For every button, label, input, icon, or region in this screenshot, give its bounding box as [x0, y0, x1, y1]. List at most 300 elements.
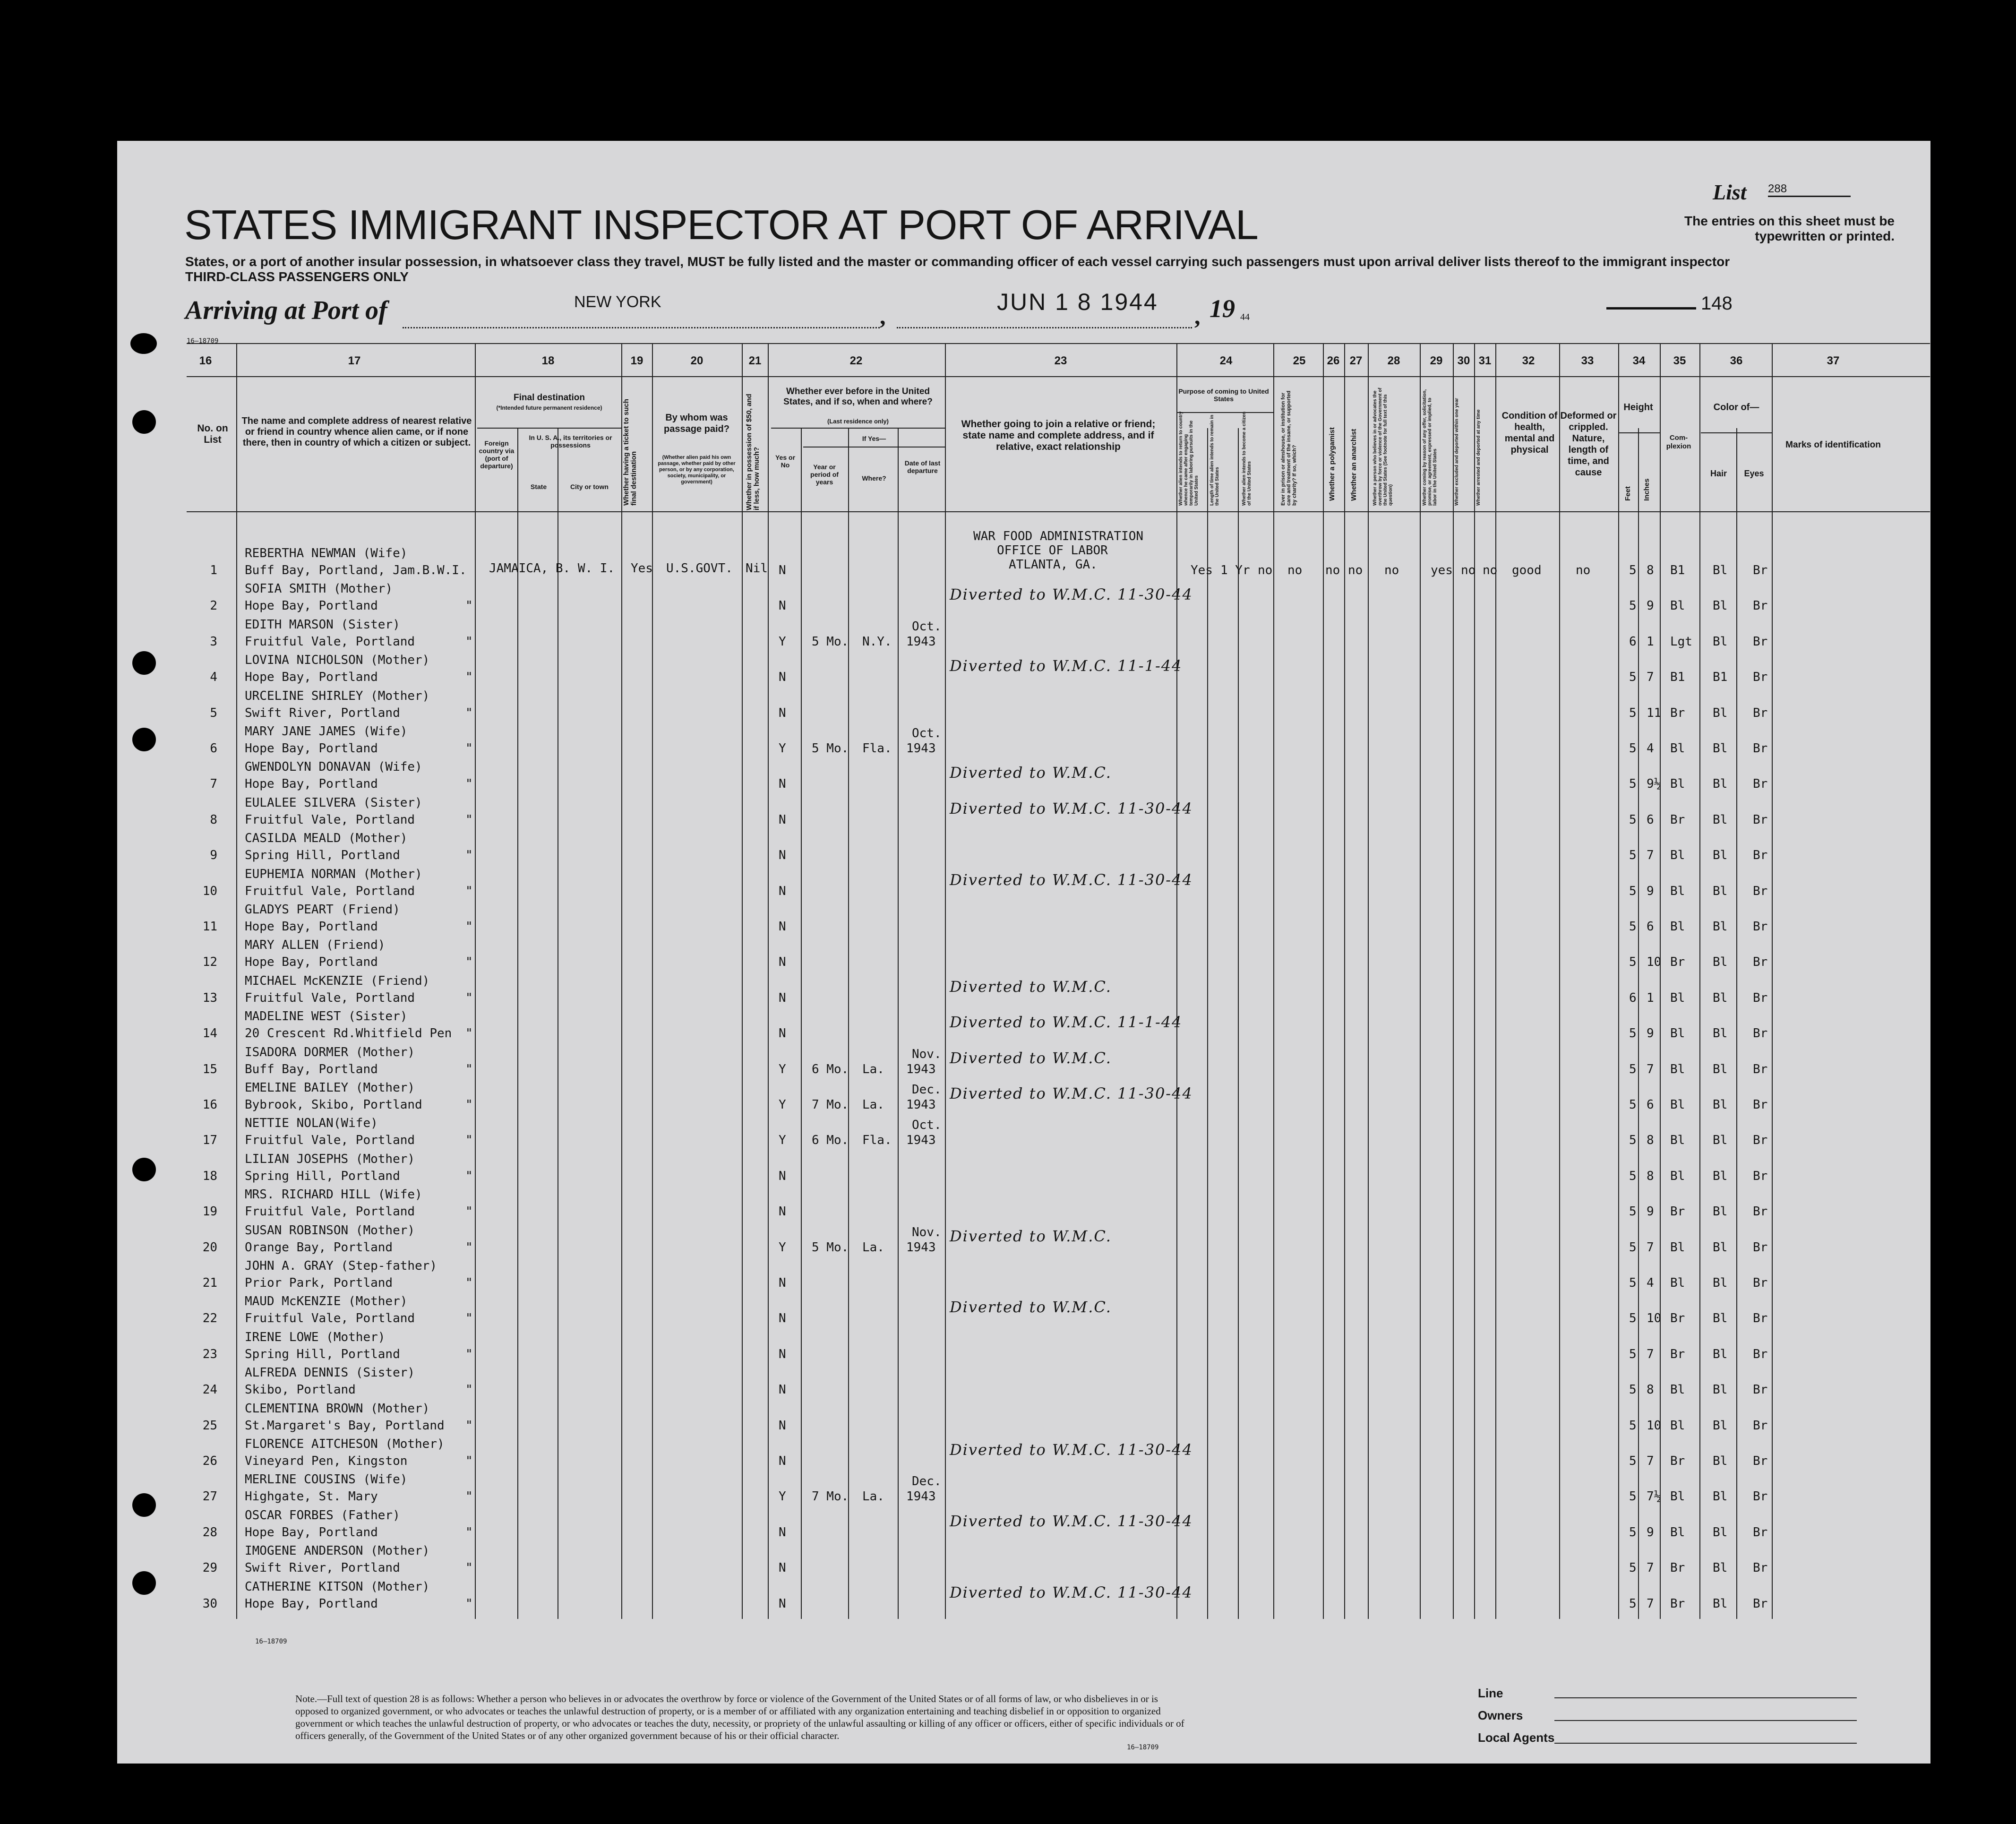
row-number: 9 — [210, 848, 217, 862]
row-number: 11 — [202, 920, 217, 934]
row-number: 14 — [202, 1026, 217, 1041]
eye-color: Br — [1753, 1276, 1768, 1290]
relative-address: Hope Bay, Portland — [245, 670, 378, 684]
eye-color: Br — [1753, 635, 1768, 649]
destination-ditto: " — [465, 1347, 473, 1361]
year-suffix: 44 — [1240, 312, 1250, 322]
before-where: La. — [862, 1240, 884, 1255]
relative-address: Hope Bay, Portland — [245, 1597, 378, 1611]
column-rule — [1368, 343, 1369, 1619]
punch-hole — [132, 1571, 156, 1595]
hair-color: Bl — [1713, 1561, 1728, 1575]
handwritten-annotation: Diverted to W.M.C. 11-30-44 — [950, 1084, 1193, 1102]
subcolumn-rule — [1638, 428, 1639, 1619]
relative-name: REBERTHA NEWMAN (Wife) — [245, 546, 408, 560]
column-rule — [742, 343, 743, 1619]
handwritten-annotation: Diverted to W.M.C. 11-30-44 — [950, 1441, 1193, 1459]
column-rule — [1474, 343, 1475, 1619]
relative-name: FLORENCE AITCHESON (Mother) — [245, 1437, 445, 1451]
relative-address: 20 Crescent Rd.Whitfield Pen — [245, 1026, 452, 1041]
height-feet: 5 — [1629, 1062, 1637, 1076]
destination-ditto: " — [465, 1525, 473, 1540]
subcolumn-rule — [848, 428, 849, 1619]
destination-ditto: " — [465, 1205, 473, 1219]
relative-name: CATHERINE KITSON (Mother) — [245, 1580, 430, 1594]
height-inches: 4 — [1647, 741, 1654, 756]
hair-color: Bl — [1713, 1240, 1728, 1255]
header-eyes: Eyes — [1744, 469, 1764, 478]
relative-name: CASILDA MEALD (Mother) — [245, 831, 408, 845]
arrival-date-stamp: JUN 1 8 1944 — [997, 289, 1158, 315]
relative-address: Spring Hill, Portland — [245, 1169, 400, 1183]
departure-year: 1943 — [906, 1062, 936, 1076]
departure-year: 1943 — [906, 1240, 936, 1255]
height-feet: 6 — [1629, 991, 1637, 1005]
punch-hole — [130, 333, 157, 354]
departure-year: 1943 — [906, 635, 936, 649]
eye-color: Br — [1753, 706, 1768, 720]
instructions-line: States, or a port of another insular possession, in whatsoever class they travel, MUST be fully listed and the master or commanding officer of each vessel carrying such passengers must upon arrival deliver lists thereof to the immigrant inspector — [185, 254, 1730, 269]
before-years: 7 Mo. — [812, 1489, 849, 1504]
complexion: Br — [1670, 706, 1685, 720]
column-rule — [1772, 343, 1773, 1619]
relative-address: Skibo, Portland — [245, 1383, 356, 1397]
row1-purpose-c: no — [1258, 563, 1273, 577]
row-number: 10 — [202, 884, 217, 898]
punch-hole — [132, 1493, 156, 1517]
eye-color: Br — [1753, 1597, 1768, 1611]
before-yes-no: N — [779, 1169, 786, 1183]
row1-q31: no — [1483, 563, 1498, 577]
column-number: 35 — [1673, 354, 1686, 367]
departure-month: Oct. — [912, 726, 942, 740]
hair-color: Bl — [1713, 1311, 1728, 1325]
comma: , — [880, 303, 886, 329]
destination-ditto: " — [465, 1026, 473, 1041]
row1-q30: no — [1461, 563, 1476, 577]
relative-name: EULALEE SILVERA (Sister) — [245, 796, 422, 810]
destination-ditto: " — [465, 884, 473, 898]
complexion: B1 — [1670, 563, 1685, 577]
hair-color: Bl — [1713, 1525, 1728, 1540]
height-feet: 5 — [1629, 706, 1637, 720]
before-where: La. — [862, 1489, 884, 1504]
handwritten-annotation: Diverted to W.M.C. — [950, 1049, 1112, 1067]
height-inches: 7 — [1647, 848, 1654, 862]
hair-color: Bl — [1713, 741, 1728, 756]
row-number: 16 — [202, 1098, 217, 1112]
before-years: 6 Mo. — [812, 1133, 849, 1147]
header-anarchist: Whether an anarchist — [1350, 429, 1358, 501]
hair-color: Bl — [1713, 884, 1728, 898]
row1-anarchist: no — [1348, 563, 1363, 577]
before-yes-no: N — [779, 1347, 786, 1361]
hair-color: Bl — [1713, 848, 1728, 862]
header-final-destination-sub: (*Intended future permanent residence) — [496, 404, 602, 411]
before-yes-no: N — [779, 1454, 786, 1468]
owners-label: Owners — [1478, 1708, 1523, 1722]
row1-health: good — [1512, 563, 1542, 577]
relative-address: Spring Hill, Portland — [245, 848, 400, 862]
before-where: N.Y. — [862, 635, 892, 649]
height-inches: 9 — [1647, 599, 1654, 613]
header-yes-no: Yes or No — [775, 454, 796, 469]
header-height: Height — [1623, 402, 1653, 413]
subcolumn-rule — [1207, 428, 1208, 1619]
relative-address: Orange Bay, Portland — [245, 1240, 393, 1255]
destination-ditto: " — [465, 777, 473, 791]
height-inches: 8 — [1647, 1169, 1654, 1183]
row1-join-2: OFFICE OF LABOR — [997, 543, 1108, 558]
departure-month: Nov. — [912, 1225, 942, 1239]
departure-month: Oct. — [912, 1118, 942, 1132]
relative-name: IMOGENE ANDERSON (Mother) — [245, 1544, 430, 1558]
hair-color: Bl — [1713, 1133, 1728, 1147]
relative-address: Highgate, St. Mary — [245, 1489, 378, 1504]
complexion: Br — [1670, 1311, 1685, 1325]
row-number: 13 — [202, 991, 217, 1005]
eye-color: Br — [1753, 1169, 1768, 1183]
eye-color: Br — [1753, 1026, 1768, 1041]
header-q29: Whether coming by reason of any offer, solicitation, promise, or agreement, expressed or implied, to labor in the United States — [1422, 389, 1438, 506]
hair-color: Bl — [1713, 1062, 1728, 1076]
eye-color: Br — [1753, 1311, 1768, 1325]
destination-ditto: " — [465, 1454, 473, 1468]
destination-ditto: " — [465, 670, 473, 684]
header-year-period: Year or period of years — [810, 463, 839, 486]
before-where: Fla. — [862, 741, 892, 756]
before-yes-no: N — [779, 920, 786, 934]
eye-color: Br — [1753, 599, 1768, 613]
complexion: Bl — [1670, 991, 1685, 1005]
height-feet: 6 — [1629, 635, 1637, 649]
row-number: 5 — [210, 706, 217, 720]
hair-color: Bl — [1713, 563, 1728, 577]
row-number: 3 — [210, 635, 217, 649]
complexion: Lgt — [1670, 635, 1692, 649]
page-number: 148 — [1701, 293, 1733, 314]
height-inches: 7 — [1647, 1347, 1654, 1361]
column-number: 36 — [1730, 354, 1743, 367]
eye-color: Br — [1753, 1240, 1768, 1255]
column-number: 32 — [1522, 354, 1535, 367]
header-complexion: Com- plexion — [1666, 434, 1691, 450]
height-feet: 5 — [1629, 1561, 1637, 1575]
handwritten-annotation: Diverted to W.M.C. 11-30-44 — [950, 1512, 1193, 1530]
height-feet: 5 — [1629, 848, 1637, 862]
eye-color: Br — [1753, 1383, 1768, 1397]
column-rule — [1420, 343, 1421, 1619]
complexion: Bl — [1670, 1383, 1685, 1397]
relative-name: MARY ALLEN (Friend) — [245, 938, 386, 952]
height-feet: 5 — [1629, 1133, 1637, 1147]
header-hair: Hair — [1710, 469, 1727, 478]
departure-month: Dec. — [912, 1474, 942, 1488]
relative-address: Hope Bay, Portland — [245, 955, 378, 969]
column-rule — [1699, 343, 1700, 1619]
column-rule — [1176, 343, 1177, 1619]
row-number: 15 — [202, 1062, 217, 1076]
before-where: La. — [862, 1062, 884, 1076]
before-sub-rule — [771, 428, 946, 429]
height-feet: 5 — [1629, 1169, 1637, 1183]
class-line: THIRD-CLASS PASSENGERS ONLY — [185, 269, 409, 284]
before-yes-no: N — [779, 1597, 786, 1611]
height-feet: 5 — [1629, 1597, 1637, 1611]
departure-year: 1943 — [906, 1098, 936, 1112]
height-feet: 5 — [1629, 1489, 1637, 1504]
row-number: 4 — [210, 670, 217, 684]
column-number: 16 — [199, 354, 212, 367]
complexion: Bl — [1670, 1276, 1685, 1290]
header-date-departure: Date of last departure — [904, 459, 941, 474]
destination-ditto: " — [465, 1311, 473, 1325]
height-feet: 5 — [1629, 777, 1637, 791]
relative-name: MAUD McKENZIE (Mother) — [245, 1294, 408, 1308]
column-rule — [1323, 343, 1324, 1619]
handwritten-annotation: Diverted to W.M.C. 11-30-44 — [950, 800, 1193, 817]
height-inches: 7 — [1647, 1561, 1654, 1575]
height-inches: 7 — [1647, 670, 1654, 684]
destination-ditto: " — [465, 920, 473, 934]
destination-ditto: " — [465, 1489, 473, 1504]
handwritten-annotation: Diverted to W.M.C. 11-1-44 — [950, 657, 1183, 675]
header-in-usa: In U. S. A., its territories or possessions — [529, 434, 612, 449]
relative-address: Hope Bay, Portland — [245, 1525, 378, 1540]
header-polygamist: Whether a polygamist — [1328, 427, 1336, 501]
complexion: Bl — [1670, 1525, 1685, 1540]
departure-year: 1943 — [906, 741, 936, 756]
before-years: 5 Mo. — [812, 741, 849, 756]
relative-name: URCELINE SHIRLEY (Mother) — [245, 689, 430, 703]
row1-purpose-a: Yes — [1191, 563, 1213, 577]
subcolumn-rule — [898, 428, 899, 1619]
departure-year: 1943 — [906, 1133, 936, 1147]
height-feet: 5 — [1629, 599, 1637, 613]
relative-address: Fruitful Vale, Portland — [245, 1311, 415, 1325]
hair-color: Bl — [1713, 1026, 1728, 1041]
hair-color: Bl — [1713, 599, 1728, 613]
before-where: Fla. — [862, 1133, 892, 1147]
destination-ditto: " — [465, 706, 473, 720]
relative-name: SOFIA SMITH (Mother) — [245, 582, 393, 596]
agents-label: Local Agents — [1478, 1730, 1555, 1745]
row-number: 7 — [210, 777, 217, 791]
before-yes-no: N — [779, 599, 786, 613]
header-no-on-list: No. on List — [197, 423, 228, 445]
list-label: List — [1713, 180, 1747, 204]
row-number: 22 — [202, 1311, 217, 1325]
height-inches: 8 — [1647, 563, 1654, 577]
before-yes-no: Y — [779, 1098, 786, 1112]
punch-hole — [132, 1158, 156, 1181]
height-inches: 7 — [1647, 1454, 1654, 1468]
row1-prison: no — [1287, 563, 1303, 577]
agents-field — [1554, 1743, 1857, 1744]
height-inches: 9½ — [1647, 777, 1662, 791]
destination-ditto: " — [465, 1062, 473, 1076]
row-number: 23 — [202, 1347, 217, 1361]
relative-address: Buff Bay, Portland, Jam.B.W.I. — [245, 563, 467, 577]
handwritten-annotation: Diverted to W.M.C. 11-30-44 — [950, 871, 1193, 889]
column-rule — [768, 343, 769, 1619]
port-line — [403, 327, 880, 328]
handwritten-annotation: Diverted to W.M.C. 11-30-44 — [950, 1583, 1193, 1601]
complexion: Bl — [1670, 1240, 1685, 1255]
relative-address: Buff Bay, Portland — [245, 1062, 378, 1076]
before-yes-no: N — [779, 1311, 786, 1325]
eye-color: Br — [1753, 1419, 1768, 1433]
relative-name: IRENE LOWE (Mother) — [245, 1330, 386, 1344]
handwritten-annotation: Diverted to W.M.C. 11-30-44 — [950, 585, 1193, 603]
complexion: Bl — [1670, 920, 1685, 934]
row-number: 25 — [202, 1419, 217, 1433]
column-number: 28 — [1387, 354, 1400, 367]
hair-color: Bl — [1713, 1419, 1728, 1433]
relative-address: Fruitful Vale, Portland — [245, 884, 415, 898]
page-title: STATES IMMIGRANT INSPECTOR AT PORT OF ARRIVAL — [184, 201, 1258, 248]
before-yes-no: N — [779, 1383, 786, 1397]
header-where: Where? — [862, 474, 886, 482]
destination-ditto: " — [465, 1383, 473, 1397]
relative-name: CLEMENTINA BROWN (Mother) — [245, 1402, 430, 1416]
before-yes-no: Y — [779, 1133, 786, 1147]
relative-name: OSCAR FORBES (Father) — [245, 1508, 400, 1523]
arriving-label: Arriving at Port of — [185, 296, 387, 325]
column-rule — [475, 343, 476, 1619]
header-state: State — [530, 483, 547, 490]
header-feet: Feet — [1624, 486, 1632, 501]
row-number: 19 — [202, 1205, 217, 1219]
height-inches: 9 — [1647, 1205, 1654, 1219]
height-feet: 5 — [1629, 670, 1637, 684]
eye-color: Br — [1753, 777, 1768, 791]
row1-q28: no — [1384, 563, 1399, 577]
height-feet: 5 — [1629, 1454, 1637, 1468]
header-final-destination: Final destination — [514, 393, 585, 403]
complexion: Bl — [1670, 1133, 1685, 1147]
destination-ditto: " — [465, 1240, 473, 1255]
table-top-rule — [187, 343, 1930, 344]
hair-color: Bl — [1713, 706, 1728, 720]
height-inches: 6 — [1647, 1098, 1654, 1112]
before-yes-no: Y — [779, 1240, 786, 1255]
handwritten-annotation: Diverted to W.M.C. — [950, 764, 1112, 782]
relative-name: LOVINA NICHOLSON (Mother) — [245, 653, 430, 667]
hair-color: Bl — [1713, 1383, 1728, 1397]
column-number: 20 — [690, 354, 703, 367]
punch-hole — [132, 651, 156, 675]
hair-color: Bl — [1713, 1454, 1728, 1468]
before-yes-no: N — [779, 777, 786, 791]
column-number: 21 — [748, 354, 762, 367]
footnote-code: 16—18709 — [1127, 1744, 1159, 1751]
row-number: 30 — [202, 1597, 217, 1611]
before-years: 5 Mo. — [812, 635, 849, 649]
before-yes-no: N — [779, 813, 786, 827]
header-name-address: The name and complete address of nearest relative or friend in country whence alien came, or if none there, then in country of which a citizen or subject. — [241, 416, 472, 448]
column-number: 23 — [1054, 354, 1067, 367]
height-inches: 4 — [1647, 1276, 1654, 1290]
eye-color: Br — [1753, 563, 1768, 577]
relative-name: MERLINE COUSINS (Wife) — [245, 1472, 408, 1487]
destination-ditto: " — [465, 1133, 473, 1147]
column-rule — [1344, 343, 1345, 1619]
complexion: Br — [1670, 813, 1685, 827]
before-yes-no: N — [779, 1419, 786, 1433]
column-rule — [1559, 343, 1560, 1619]
header-inches: Inches — [1643, 478, 1651, 501]
height-feet: 5 — [1629, 813, 1637, 827]
eye-color: Br — [1753, 1347, 1768, 1361]
height-feet: 5 — [1629, 1098, 1637, 1112]
hair-color: Bl — [1713, 955, 1728, 969]
column-number: 17 — [348, 354, 361, 367]
column-number: 37 — [1827, 354, 1840, 367]
before-yes-no: Y — [779, 1062, 786, 1076]
punch-hole — [132, 410, 156, 434]
destination-ditto: " — [465, 1561, 473, 1575]
height-inches: 9 — [1647, 1525, 1654, 1540]
relative-name: JOHN A. GRAY (Step-father) — [245, 1259, 437, 1273]
column-number-rule — [187, 376, 1930, 377]
before-yes-no: N — [779, 884, 786, 898]
height-feet: 5 — [1629, 1205, 1637, 1219]
header-prison: Ever in prison or almshouse, or institution for care and treatment of the insane, or supported by charity? If so, which? — [1280, 390, 1297, 506]
height-feet: 5 — [1629, 1525, 1637, 1540]
relative-name: MADELINE WEST (Sister) — [245, 1009, 408, 1024]
hair-color: Bl — [1713, 991, 1728, 1005]
header-ticket: Whether having a ticket to such final destination — [622, 399, 638, 506]
relative-address: Fruitful Vale, Portland — [245, 1133, 415, 1147]
subcolumn-rule — [801, 428, 802, 1619]
hair-color: Bl — [1713, 1276, 1728, 1290]
header-passage-paid: By whom was passage paid? — [664, 413, 729, 434]
complexion: Br — [1670, 1347, 1685, 1361]
hair-color: Bl — [1713, 1597, 1728, 1611]
height-feet: 5 — [1629, 1419, 1637, 1433]
before-yes-no: N — [779, 670, 786, 684]
departure-month: Nov. — [912, 1047, 942, 1061]
relative-name: SUSAN ROBINSON (Mother) — [245, 1223, 415, 1238]
relative-address: Fruitful Vale, Portland — [245, 991, 415, 1005]
height-inches: 10 — [1647, 1311, 1662, 1325]
dest-sub-rule — [477, 428, 621, 429]
header-q30: Whether excluded and deported within one year — [1454, 398, 1459, 506]
row1-join-1: WAR FOOD ADMINISTRATION — [973, 529, 1144, 543]
column-number: 26 — [1327, 354, 1340, 367]
hair-color: Bl — [1713, 1347, 1728, 1361]
handwritten-annotation: Diverted to W.M.C. — [950, 1298, 1112, 1316]
relative-address: Vineyard Pen, Kingston — [245, 1454, 408, 1468]
hair-color: Bl — [1713, 920, 1728, 934]
footer-form-code: 16—18709 — [255, 1638, 287, 1645]
height-feet: 5 — [1629, 1347, 1637, 1361]
eye-color: Br — [1753, 955, 1768, 969]
column-rule — [621, 343, 622, 1619]
header-if-yes: If Yes— — [862, 435, 886, 442]
column-number: 18 — [541, 354, 555, 367]
before-yes-no: N — [779, 706, 786, 720]
column-number: 34 — [1632, 354, 1646, 367]
before-years: 5 Mo. — [812, 1240, 849, 1255]
row-number: 12 — [202, 955, 217, 969]
eye-color: Br — [1753, 1133, 1768, 1147]
relative-name: ALFREDA DENNIS (Sister) — [245, 1366, 415, 1380]
eye-color: Br — [1753, 848, 1768, 862]
before-yes-no: N — [779, 848, 786, 862]
row-number: 21 — [202, 1276, 217, 1290]
